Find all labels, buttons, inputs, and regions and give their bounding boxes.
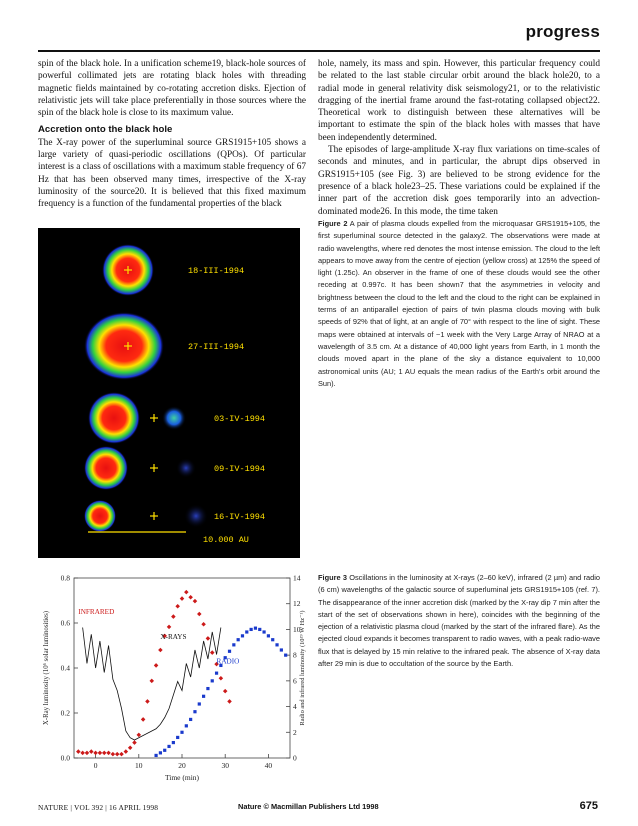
paragraph: spin of the black hole. In a unification scheme19, black-hole sources of powerful collimated jets are rotating black holes with threading magnetic fields maintained by co-rotating accretion disks. Ejection of relativistic jets will take place preferentially in those sources where the spin of the black hole is close to its maximum value. (38, 59, 306, 119)
paragraph: The episodes of large-amplitude X-ray flux variations on time-scales of seconds and minutes, and in particular, the abrupt dips observed in GRS1915+105 (see Fig. 3) are believed to be strong evidence for the presence of a black hole23–25. These variations could be explained if the inner part of the accretion disk goes temporarily into an advection-dominated mode26. In this mode, the time taken (318, 145, 600, 217)
y2-tick-label: 12 (293, 599, 301, 609)
infrared-point (85, 751, 90, 756)
radio-point (275, 643, 278, 646)
radio-point (241, 634, 244, 637)
date-label: 27-III-1994 (188, 342, 245, 352)
plasma-cloud (84, 446, 128, 490)
infrared-point (98, 751, 103, 756)
x-tick-label: 20 (178, 761, 186, 770)
radio-point (254, 627, 257, 630)
xrays-label: X-RAYS (160, 632, 187, 641)
infrared-point (223, 689, 228, 694)
infrared-point (201, 622, 206, 627)
radio-point (172, 741, 175, 744)
plasma-cloud (84, 500, 116, 532)
infrared-point (141, 717, 146, 722)
radio-point (262, 630, 265, 633)
y2-tick-label: 0 (293, 753, 297, 763)
page-number: 675 (579, 800, 598, 812)
radio-point (163, 749, 166, 752)
light-curves-svg (38, 570, 308, 788)
x-tick-label: 30 (221, 761, 229, 770)
radio-point (258, 628, 261, 631)
radio-point (284, 654, 287, 657)
infrared-point (106, 751, 111, 756)
radio-point (176, 736, 179, 739)
radio-point (215, 672, 218, 675)
ejection-centre-crosses (124, 266, 158, 520)
figure-2-radio-maps (38, 228, 300, 558)
y-tick-label: 0.8 (60, 573, 70, 583)
infrared-point (197, 612, 202, 617)
date-label: 09-IV-1994 (214, 464, 266, 474)
infrared-point (102, 751, 107, 756)
caption-text: Oscillations in the luminosity at X-rays (2–60 keV), infrared (2 µm) and radio (6 cm) wavelengths of the galactic source of superluminal jets GRS1915+105 (ref. 7). The disappearance of the inner accretion disk (marked by the X-ray dip 7 min after the start of the set of observations shown in here), coincides with the beginning of the ejection of a relativistic plasma cloud (marked by the start of the infrared flare). As the ejected cloud expands it becomes transparent to radio waves, with a peak radio-wave flux that is delayed by 15 min relative to the infrared peak. The absence of X-ray data after 29 min is due to occultation of the source by the Earth. (318, 573, 600, 669)
radio-point (228, 650, 231, 653)
infrared-point (175, 604, 180, 609)
y2-tick-label: 10 (293, 624, 301, 634)
section-tag: progress (525, 22, 600, 41)
infrared-point (219, 676, 224, 681)
caption-label: Figure 3 (318, 573, 347, 582)
caption-text: A pair of plasma clouds expelled from the microquasar GRS1915+105, the first superluminal source detected in the galaxy2. The observations were made at radio wavelengths, where red denotes the most intense emission. The cloud to the left appears to move away from the centre of ejection (yellow cross) at 125% the speed of light (1.25c). An observer in the frame of one of these clouds would see the other receding at 0.997c. It has been shown7 that the asymmetries in velocity and brightness between the cloud to the left and the cloud to the right can be explained in terms of an antiparallel ejection of pairs of twin plasma clouds moving with bulk speeds of 92% that of light, at an angle of 70° with respect to the line of sight. These maps were obtained at intervals of ~1 week with the Very Large Array of NRAO at a wavelength of 3.5 cm. At a distance of 40,000 light years from Earth, in 1 month the clouds moved apart in the plane of the sky a distance equivalent to 10,000 astronomical units (AU; 1 AU equals the mean radius of the Earth's orbit around the Sun). (318, 219, 600, 388)
x-tick-label: 40 (264, 761, 273, 770)
y-axis-label: X-Ray luminosity (10⁶ solar luminosities) (43, 610, 50, 726)
radio-point (211, 679, 214, 682)
radio-point (167, 745, 170, 748)
infrared-point (76, 749, 81, 754)
plasma-cloud (184, 504, 208, 528)
infrared-point (149, 679, 154, 684)
radio-point (280, 648, 283, 651)
right-text-column (318, 58, 600, 218)
header-rule (38, 50, 600, 52)
xray-series-line (83, 628, 221, 741)
radio-point (198, 702, 201, 705)
y2-tick-label: 2 (293, 727, 297, 737)
infrared-point (124, 749, 129, 754)
infrared-point (180, 596, 185, 601)
infrared-point (158, 648, 163, 653)
radio-point (232, 643, 235, 646)
y-tick-label: 0.4 (60, 663, 70, 673)
infrared-label: INFRARED (78, 608, 115, 616)
radio-point (245, 630, 248, 633)
radio-point (206, 687, 209, 690)
figure-2-caption (318, 218, 600, 390)
infrared-point (206, 636, 211, 641)
x-tick-label: 10 (135, 761, 143, 770)
infrared-point (145, 699, 150, 704)
scale-label: 10.000 AU (203, 535, 249, 545)
infrared-point (154, 663, 159, 668)
radio-point (189, 718, 192, 721)
date-label: 18-III-1994 (188, 266, 245, 276)
radio-point (271, 638, 274, 641)
date-label: 03-IV-1994 (214, 414, 266, 424)
plasma-cloud (88, 392, 140, 444)
radio-maps-svg (38, 228, 300, 558)
radio-point (193, 710, 196, 713)
radio-point (237, 638, 240, 641)
y2-tick-label: 8 (293, 650, 297, 660)
y-tick-label: 0.6 (60, 618, 70, 628)
infrared-point (115, 752, 120, 757)
infrared-point (193, 599, 198, 604)
infrared-point (167, 625, 172, 630)
x-tick-label: 0 (93, 761, 98, 770)
radio-point (202, 695, 205, 698)
infrared-point (188, 595, 193, 600)
infrared-point (128, 745, 133, 750)
y2-tick-label: 14 (293, 573, 301, 583)
infrared-point (210, 650, 215, 655)
plasma-cloud (162, 406, 186, 430)
radio-point (159, 751, 162, 754)
radio-point (267, 634, 270, 637)
figure-3-caption (318, 572, 600, 670)
figure-3-chart (38, 570, 308, 788)
infrared-point (119, 752, 124, 757)
paragraph: The X-ray power of the superluminal source GRS1915+105 shows a large variety of quasi-periodic oscillations (QPOs). Of particular interest is a class of oscillations with a maximum stable frequency of 67 Hz that has been observed many times, irrespective of the X-ray luminosity of the source20. It is believed that this fixed maximum frequency is a function of the fundamental properties of the black (38, 137, 306, 210)
infrared-point (137, 733, 142, 738)
x-axis-label: Time (min) (164, 773, 200, 782)
infrared-point (132, 740, 137, 745)
footer-copyright: Nature © Macmillan Publishers Ltd 1998 (238, 802, 379, 811)
infrared-point (80, 751, 85, 756)
infrared-point (171, 614, 176, 619)
footer-journal-info: NATURE | VOL 392 | 16 APRIL 1998 (38, 803, 159, 812)
y2-axis-label: Radio and infrared luminosity (10¹⁹ W Hz⁻¹) (299, 610, 306, 726)
chart-labels (43, 574, 306, 783)
radio-point (250, 628, 253, 631)
radio-point (154, 754, 157, 757)
section-heading: Accretion onto the black hole (38, 124, 173, 136)
y2-tick-label: 6 (293, 676, 297, 686)
y-tick-label: 0.2 (60, 708, 70, 718)
caption-label: Figure 2 (318, 219, 348, 228)
infrared-point (89, 749, 94, 754)
left-text-column (38, 58, 306, 211)
date-label: 16-IV-1994 (214, 512, 266, 522)
plasma-cloud (176, 458, 196, 478)
radio-point (180, 731, 183, 734)
radio-point (185, 724, 188, 727)
y-tick-label: 0.0 (60, 753, 70, 763)
infrared-point (227, 699, 232, 704)
infrared-point (184, 590, 189, 595)
paragraph: hole, namely, its mass and spin. However, this particular frequency could be related to the last stable circular orbit around the black hole20, to a radial mode in general relativity disk seismology21, or to the relativistic dragging of the inertial frame around the fast-rotating collapsed object22. Theoretical work to distinguish between these alternatives will be important to estimate the spin of the black holes with masses that have been independently determined. (318, 59, 600, 143)
infrared-point (93, 751, 98, 756)
y2-tick-label: 4 (293, 702, 297, 712)
infrared-point (111, 752, 116, 757)
radio-label: RADIO (216, 657, 240, 666)
